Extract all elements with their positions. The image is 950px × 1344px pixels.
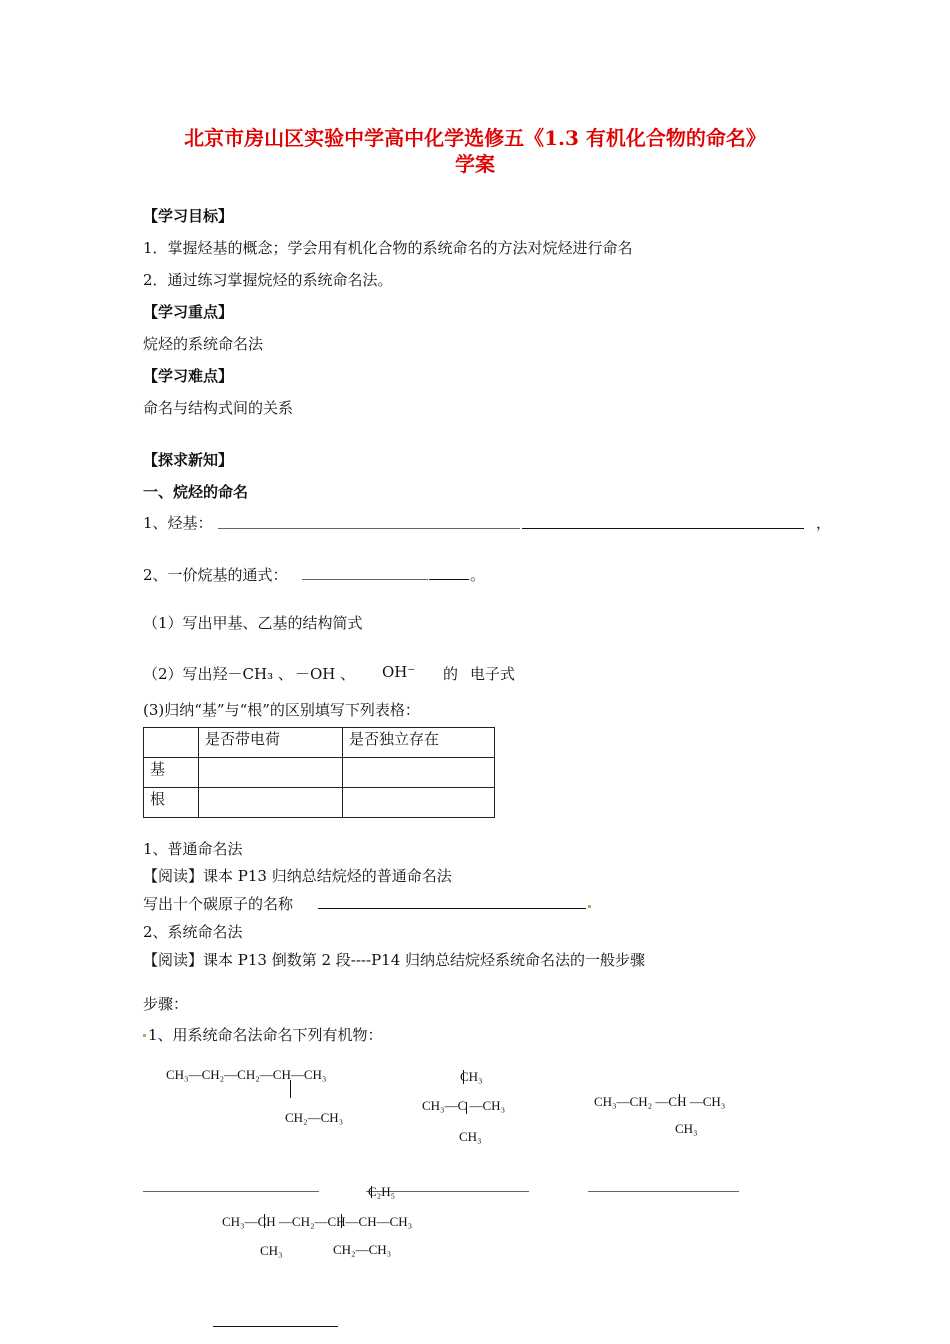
- blank-line[interactable]: [522, 528, 804, 529]
- exercise-prompt: 1、用系统命名法命名下列有机物：: [148, 1026, 383, 1044]
- blank-line[interactable]: [302, 579, 428, 580]
- answer-line[interactable]: [213, 1326, 338, 1327]
- sub-question-3: (3)归纳“基”与“根”的区别填写下列表格：: [143, 701, 420, 719]
- marker-dot: [588, 905, 591, 908]
- structure-2-bond-bottom: [466, 1102, 467, 1114]
- objective-1: 1．掌握烃基的概念；学会用有机化合物的系统命名的方法对烷烃进行命名: [143, 239, 633, 257]
- structure-1-bond: [290, 1080, 291, 1098]
- table-row: [144, 788, 495, 818]
- structure-3-bond: [679, 1094, 680, 1106]
- difficulties-heading: 【学习难点】: [143, 367, 234, 385]
- answer-line[interactable]: [143, 1191, 319, 1192]
- table-header-cell: 是否带电荷: [199, 728, 343, 758]
- systematic-naming-read: 【阅读】课本 P13 倒数第 2 段----P14 归纳总结烷烃系统命名法的一般步骤: [143, 951, 646, 969]
- structure-4-main: CH₃—CH —CH₂—CH—CH—CH₃: [222, 1214, 413, 1229]
- blank-line[interactable]: [318, 908, 586, 909]
- systematic-naming-heading: 2、系统命名法: [143, 923, 243, 941]
- common-naming-heading: 1、普通命名法: [143, 840, 243, 858]
- sub-question-2-part2: －OH 、: [295, 665, 356, 683]
- structure-4-bond-1: [264, 1214, 265, 1228]
- structure-4-branch-2: CH₂—CH₃: [333, 1242, 392, 1257]
- question-general-formula: 2、一价烷基的通式：: [143, 566, 288, 584]
- question-hydrocarbyl-comma: ，: [816, 514, 832, 532]
- structure-1-branch: CH₂—CH₃: [285, 1110, 344, 1125]
- structure-3-branch: CH₃: [675, 1121, 698, 1136]
- structure-1-main: CH₃—CH₂—CH₂—CH—CH₃: [166, 1067, 327, 1082]
- page-title-line2: 学案: [455, 152, 495, 176]
- difficulties-text: 命名与结构式间的关系: [143, 399, 294, 417]
- structure-2-bond-top: [463, 1070, 464, 1084]
- page-title: 北京市房山区实验中学高中化学选修五《1.3 有机化合物的命名》: [184, 126, 766, 150]
- structure-3-main: CH₃—CH₂ —CH —CH₃: [594, 1094, 726, 1109]
- explore-heading: 【探求新知】: [143, 451, 234, 469]
- table-cell[interactable]: [199, 788, 343, 818]
- question-general-formula-end: 。: [470, 566, 486, 584]
- structure-4-bond-top: [371, 1186, 372, 1198]
- structure-4-branch-1: CH₃: [260, 1243, 283, 1258]
- table-row: [144, 758, 495, 788]
- table-cell[interactable]: [343, 788, 495, 818]
- table-cell[interactable]: [343, 758, 495, 788]
- sub-question-2-part5: 电子式: [470, 665, 516, 683]
- sub-question-1: （1）写出甲基、乙基的结构简式: [143, 614, 363, 632]
- structure-2-top: CH₃: [460, 1069, 483, 1084]
- structure-4-top: C₂H₅: [368, 1184, 396, 1199]
- steps-label: 步骤：: [143, 995, 189, 1013]
- blank-line[interactable]: [429, 579, 469, 580]
- table-header-cell: [144, 728, 199, 758]
- table-row-label: 基: [144, 758, 199, 788]
- question-hydrocarbyl: 1、烃基：: [143, 514, 213, 532]
- table-header-row: [144, 728, 495, 758]
- key-points-heading: 【学习重点】: [143, 303, 234, 321]
- marker-dot: [143, 1034, 146, 1037]
- section-alkane-naming: 一、烷烃的命名: [143, 483, 249, 501]
- sub-question-2-part4: 的: [443, 665, 459, 683]
- structure-2-bottom: CH₃: [459, 1129, 482, 1144]
- blank-line[interactable]: [218, 528, 520, 529]
- answer-line[interactable]: [588, 1191, 739, 1192]
- sub-question-2-part3: OH⁻: [382, 663, 416, 681]
- objective-2: 2．通过练习掌握烷烃的系统命名法。: [143, 271, 393, 289]
- table-cell[interactable]: [199, 758, 343, 788]
- common-naming-read: 【阅读】课本 P13 归纳总结烷烃的普通命名法: [143, 867, 452, 885]
- common-naming-task: 写出十个碳原子的名称: [143, 895, 294, 913]
- sub-question-2-part1: （2）写出羟－CH₃ 、: [143, 665, 293, 683]
- table-row-label: 根: [144, 788, 199, 818]
- structure-4-bond-2: [341, 1214, 342, 1228]
- table-header-cell: 是否独立存在: [343, 728, 495, 758]
- objectives-heading: 【学习目标】: [143, 207, 234, 225]
- structure-2-mid: CH₃—C —CH₃: [422, 1098, 506, 1113]
- comparison-table: [143, 727, 495, 818]
- key-points-text: 烷烃的系统命名法: [143, 335, 264, 353]
